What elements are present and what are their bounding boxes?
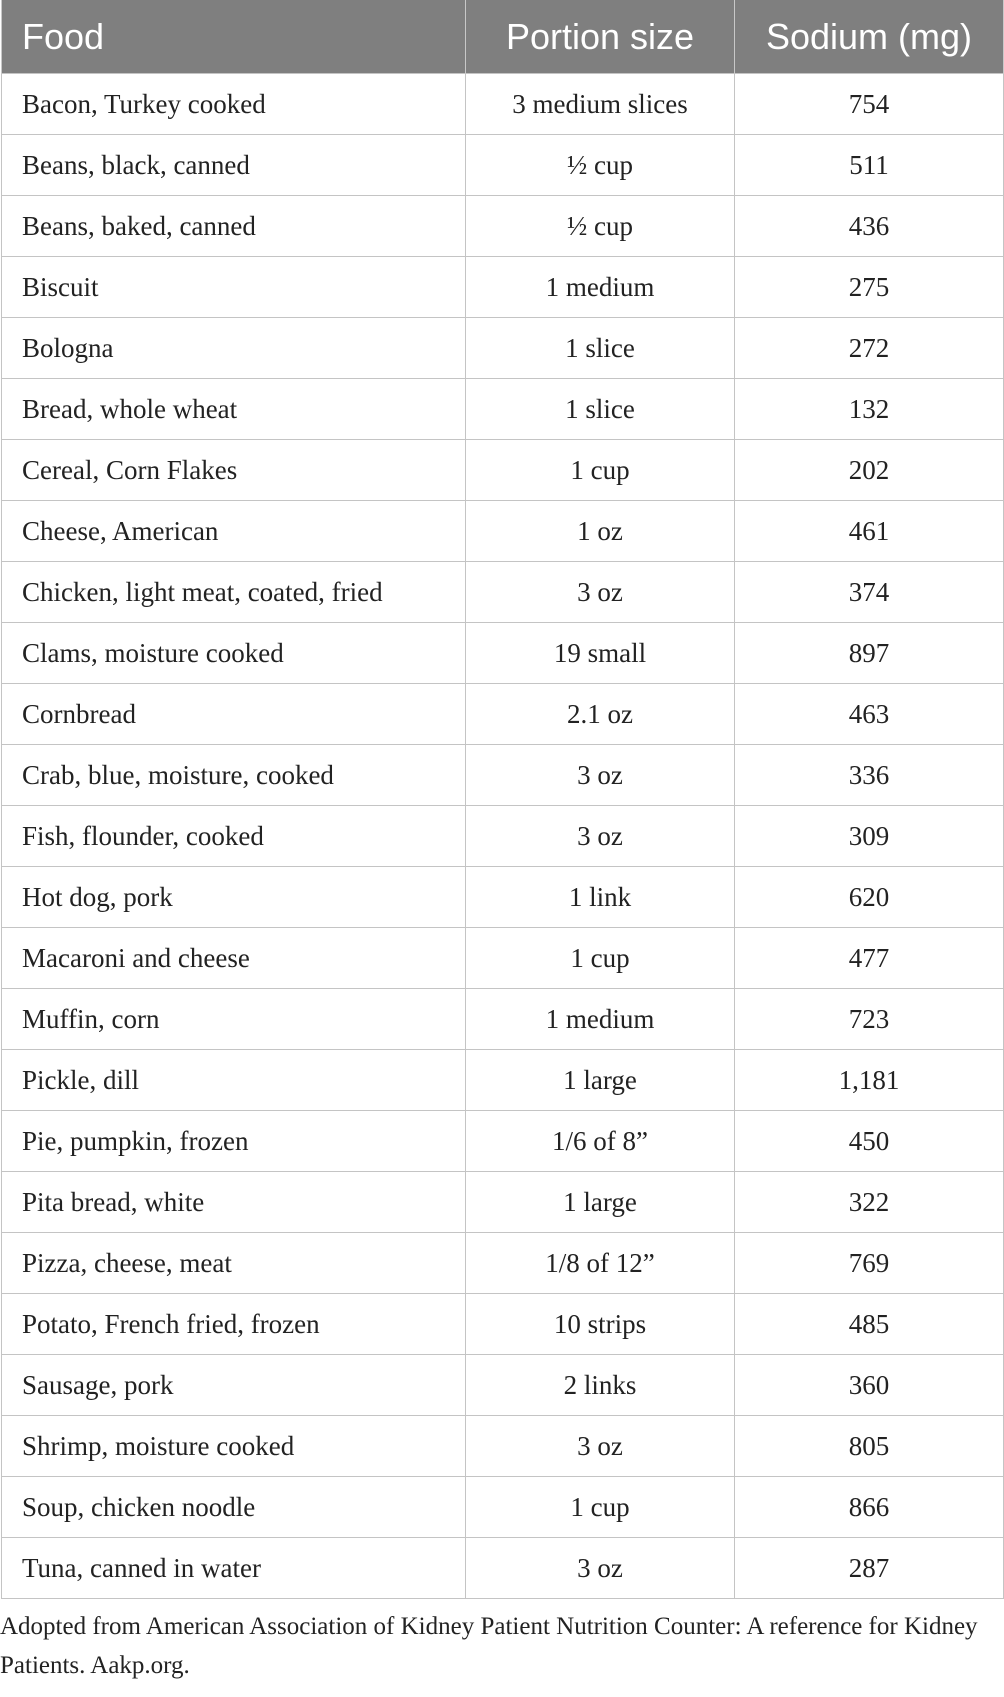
cell-sodium: 754 bbox=[735, 74, 1004, 135]
cell-portion-size: 1 cup bbox=[466, 1477, 735, 1538]
cell-portion-size: ½ cup bbox=[466, 196, 735, 257]
cell-portion-size: 3 oz bbox=[466, 562, 735, 623]
cell-sodium: 450 bbox=[735, 1111, 1004, 1172]
cell-food: Crab, blue, moisture, cooked bbox=[2, 745, 466, 806]
table-row bbox=[2, 1477, 1004, 1538]
cell-food: Hot dog, pork bbox=[2, 867, 466, 928]
cell-portion-size: 1 large bbox=[466, 1050, 735, 1111]
table-row bbox=[2, 1172, 1004, 1233]
cell-portion-size: 10 strips bbox=[466, 1294, 735, 1355]
cell-sodium: 132 bbox=[735, 379, 1004, 440]
table-row bbox=[2, 806, 1004, 867]
cell-food: Cereal, Corn Flakes bbox=[2, 440, 466, 501]
cell-food: Pie, pumpkin, frozen bbox=[2, 1111, 466, 1172]
table-row bbox=[2, 74, 1004, 135]
cell-sodium: 322 bbox=[735, 1172, 1004, 1233]
cell-sodium: 275 bbox=[735, 257, 1004, 318]
cell-portion-size: 1 cup bbox=[466, 440, 735, 501]
cell-sodium: 360 bbox=[735, 1355, 1004, 1416]
cell-sodium: 511 bbox=[735, 135, 1004, 196]
table-row bbox=[2, 684, 1004, 745]
column-header-portion-size: Portion size bbox=[466, 0, 735, 74]
table-row bbox=[2, 989, 1004, 1050]
table-footnote: Adopted from American Association of Kidney Patient Nutrition Counter: A reference for Kidney Patients. Aakp.org. bbox=[0, 1613, 978, 1679]
cell-food: Sausage, pork bbox=[2, 1355, 466, 1416]
cell-portion-size: 1 slice bbox=[466, 318, 735, 379]
table-row bbox=[2, 1111, 1004, 1172]
cell-portion-size: 2.1 oz bbox=[466, 684, 735, 745]
cell-sodium: 866 bbox=[735, 1477, 1004, 1538]
cell-sodium: 309 bbox=[735, 806, 1004, 867]
table-row bbox=[2, 928, 1004, 989]
cell-food: Pickle, dill bbox=[2, 1050, 466, 1111]
table-row bbox=[2, 623, 1004, 684]
cell-food: Potato, French fried, frozen bbox=[2, 1294, 466, 1355]
cell-portion-size: 1/8 of 12” bbox=[466, 1233, 735, 1294]
table-row bbox=[2, 562, 1004, 623]
table-row bbox=[2, 440, 1004, 501]
cell-food: Bologna bbox=[2, 318, 466, 379]
cell-food: Bacon, Turkey cooked bbox=[2, 74, 466, 135]
cell-sodium: 620 bbox=[735, 867, 1004, 928]
cell-food: Cornbread bbox=[2, 684, 466, 745]
cell-portion-size: 1 oz bbox=[466, 501, 735, 562]
table-row bbox=[2, 196, 1004, 257]
cell-food: Shrimp, moisture cooked bbox=[2, 1416, 466, 1477]
cell-portion-size: 3 oz bbox=[466, 1416, 735, 1477]
cell-portion-size: 3 medium slices bbox=[466, 74, 735, 135]
cell-sodium: 1,181 bbox=[735, 1050, 1004, 1111]
cell-portion-size: 3 oz bbox=[466, 1538, 735, 1599]
table-row bbox=[2, 745, 1004, 806]
cell-sodium: 436 bbox=[735, 196, 1004, 257]
table-row bbox=[2, 1050, 1004, 1111]
table-row bbox=[2, 1416, 1004, 1477]
cell-portion-size: 1 slice bbox=[466, 379, 735, 440]
column-header-food: Food bbox=[2, 0, 466, 74]
cell-food: Soup, chicken noodle bbox=[2, 1477, 466, 1538]
table-row bbox=[2, 379, 1004, 440]
cell-food: Cheese, American bbox=[2, 501, 466, 562]
cell-food: Clams, moisture cooked bbox=[2, 623, 466, 684]
column-header-sodium: Sodium (mg) bbox=[735, 0, 1004, 74]
cell-sodium: 374 bbox=[735, 562, 1004, 623]
cell-portion-size: 1 cup bbox=[466, 928, 735, 989]
cell-food: Macaroni and cheese bbox=[2, 928, 466, 989]
cell-sodium: 463 bbox=[735, 684, 1004, 745]
cell-food: Pizza, cheese, meat bbox=[2, 1233, 466, 1294]
cell-food: Beans, baked, canned bbox=[2, 196, 466, 257]
table-body bbox=[2, 74, 1004, 1599]
cell-sodium: 485 bbox=[735, 1294, 1004, 1355]
cell-sodium: 336 bbox=[735, 745, 1004, 806]
table-row bbox=[2, 318, 1004, 379]
table-row bbox=[2, 501, 1004, 562]
cell-portion-size: 3 oz bbox=[466, 745, 735, 806]
cell-sodium: 769 bbox=[735, 1233, 1004, 1294]
cell-portion-size: ½ cup bbox=[466, 135, 735, 196]
cell-sodium: 272 bbox=[735, 318, 1004, 379]
cell-food: Fish, flounder, cooked bbox=[2, 806, 466, 867]
cell-sodium: 461 bbox=[735, 501, 1004, 562]
cell-food: Tuna, canned in water bbox=[2, 1538, 466, 1599]
cell-food: Chicken, light meat, coated, fried bbox=[2, 562, 466, 623]
sodium-content-table bbox=[1, 0, 1004, 1599]
cell-sodium: 723 bbox=[735, 989, 1004, 1050]
table-row bbox=[2, 257, 1004, 318]
table-row bbox=[2, 1294, 1004, 1355]
cell-portion-size: 2 links bbox=[466, 1355, 735, 1416]
table-row bbox=[2, 867, 1004, 928]
cell-sodium: 897 bbox=[735, 623, 1004, 684]
cell-food: Biscuit bbox=[2, 257, 466, 318]
table-row bbox=[2, 1538, 1004, 1599]
cell-sodium: 202 bbox=[735, 440, 1004, 501]
cell-food: Bread, whole wheat bbox=[2, 379, 466, 440]
cell-food: Beans, black, canned bbox=[2, 135, 466, 196]
cell-sodium: 477 bbox=[735, 928, 1004, 989]
table-row bbox=[2, 1355, 1004, 1416]
cell-portion-size: 3 oz bbox=[466, 806, 735, 867]
cell-sodium: 805 bbox=[735, 1416, 1004, 1477]
table-header bbox=[2, 0, 1004, 74]
header-row bbox=[2, 0, 1004, 74]
cell-food: Pita bread, white bbox=[2, 1172, 466, 1233]
cell-portion-size: 19 small bbox=[466, 623, 735, 684]
table-row bbox=[2, 135, 1004, 196]
cell-sodium: 287 bbox=[735, 1538, 1004, 1599]
cell-food: Muffin, corn bbox=[2, 989, 466, 1050]
cell-portion-size: 1/6 of 8” bbox=[466, 1111, 735, 1172]
table-row bbox=[2, 1233, 1004, 1294]
cell-portion-size: 1 medium bbox=[466, 989, 735, 1050]
cell-portion-size: 1 link bbox=[466, 867, 735, 928]
cell-portion-size: 1 large bbox=[466, 1172, 735, 1233]
cell-portion-size: 1 medium bbox=[466, 257, 735, 318]
